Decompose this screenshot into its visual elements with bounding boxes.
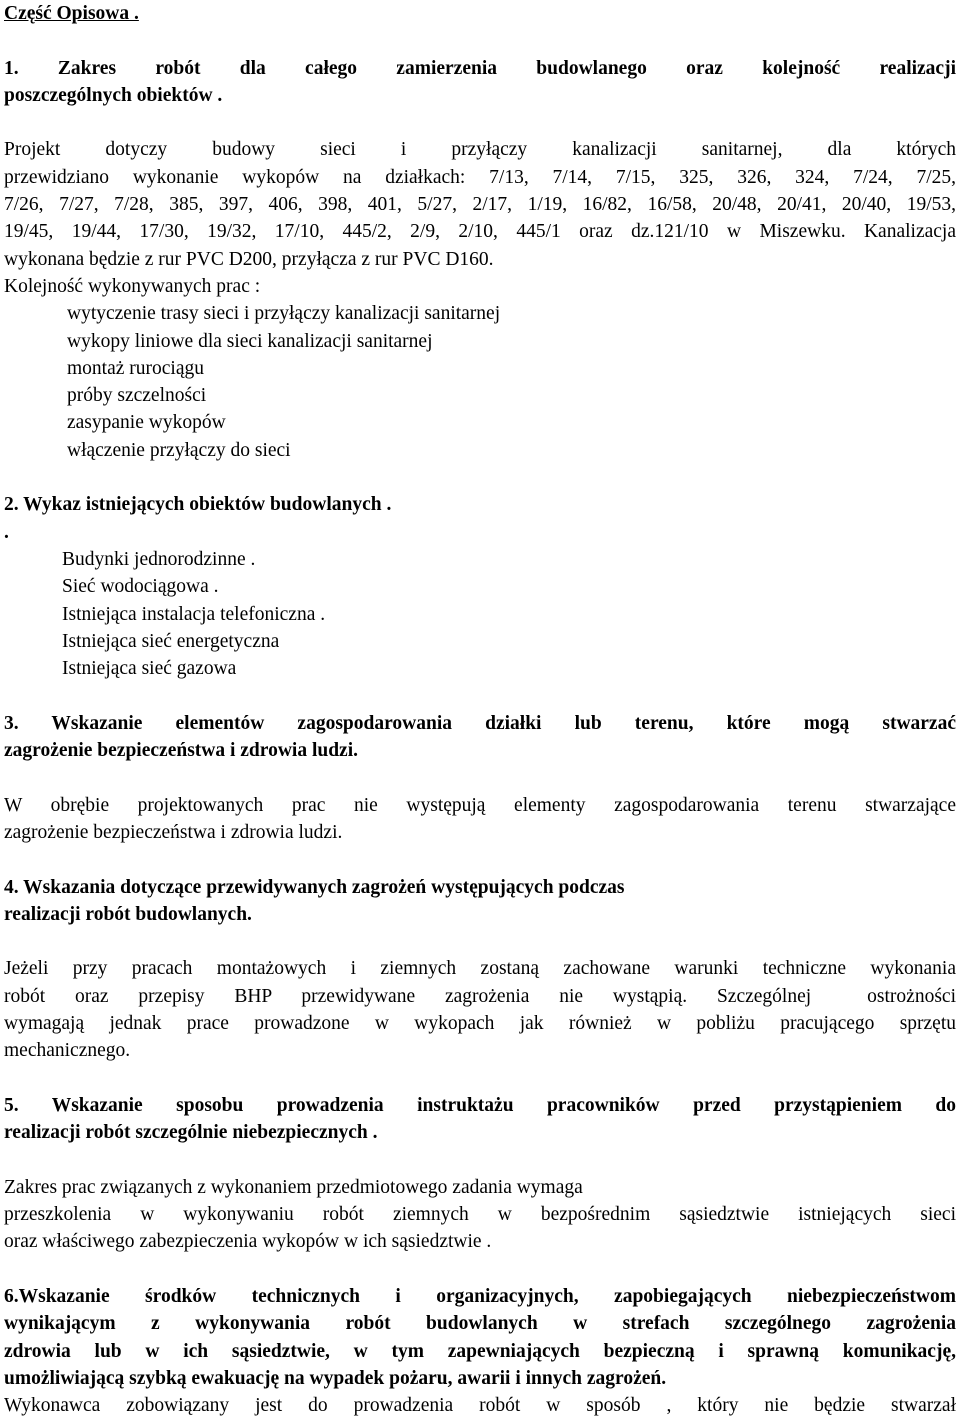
work-order-label: Kolejność wykonywanych prac : xyxy=(4,275,261,297)
existing-object-item: Istniejąca sieć energetyczna xyxy=(62,630,280,652)
section-1-para-line: wykonana będzie z rur PVC D200, przyłącza z rur PVC D160. xyxy=(4,248,494,270)
section-4-para-line: mechanicznego. xyxy=(4,1040,131,1062)
work-step-item: wytyczenie trasy sieci i przyłączy kanalizacji sanitarnej xyxy=(67,303,501,325)
work-step-item: próby szczelności xyxy=(67,385,207,407)
work-step-item: zasypanie wykopów xyxy=(67,412,226,434)
spacer xyxy=(4,109,956,136)
section-6-heading-line-3: zdrowia lub w ich sąsiedztwie, w tym zapewniających bezpieczną i sprawną komunikację, xyxy=(4,1340,956,1362)
work-step-item: włączenie przyłączy do sieci xyxy=(67,439,291,461)
spacer xyxy=(4,464,956,491)
spacer xyxy=(4,846,956,873)
section-4-heading-line-2: realizacji robót budowlanych. xyxy=(4,903,252,925)
section-6-heading-line-2: wynikającym z wykonywania robót budowlanych w strefach szczególnego zagrożenia xyxy=(4,1313,956,1335)
section-4-para-line: Jeżeli przy pracach montażowych i ziemnych zostaną zachowane warunki techniczne wykonania xyxy=(4,958,956,980)
section-1-para-line: przewidziano wykonanie wykopów na działkach: 7/13, 7/14, 7/15, 325, 326, 324, 7/24, 7/25, xyxy=(4,166,956,188)
section-4-para-text: robót oraz przepisy BHP przewidywane zagrożenia nie wystąpią. Szczególnej xyxy=(4,985,812,1007)
section-4-para-line xyxy=(4,983,956,1010)
section-5-para-line: przeszkolenia w wykonywaniu robót ziemnych w bezpośrednim sąsiedztwie istniejących sieci xyxy=(4,1204,956,1226)
section-1-para-line: 7/26, 7/27, 7/28, 385, 397, 406, 398, 401, 5/27, 2/17, 1/19, 16/82, 16/58, 20/48, 20/41, 20/40, 19/53, xyxy=(4,194,956,216)
existing-object-item: Istniejąca instalacja telefoniczna . xyxy=(62,603,326,625)
section-2-dot: . xyxy=(4,521,9,543)
section-4-para-line: wymagają jednak prace prowadzone w wykopach jak również w pobliżu pracującego sprzętu xyxy=(4,1012,956,1034)
spacer xyxy=(4,928,956,955)
section-3-heading-line-1: 3. Wskazanie elementów zagospodarowania działki lub terenu, które mogą stwarzać xyxy=(4,712,956,734)
existing-object-item: Budynki jednorodzinne . xyxy=(62,548,256,570)
section-1-para-line: 19/45, 19/44, 17/30, 19/32, 17/10, 445/2, 2/9, 2/10, 445/1 oraz dz.121/10 w Miszewku. Kanalizacja xyxy=(4,221,956,243)
document-title: Część Opisowa . xyxy=(4,3,139,24)
existing-object-item: Istniejąca sieć gazowa xyxy=(62,658,237,680)
spacer xyxy=(4,1256,956,1283)
section-5-heading-line-1: 5. Wskazanie sposobu prowadzenia instruktażu pracowników przed przystąpieniem do xyxy=(4,1094,956,1116)
section-2-heading: 2. Wykaz istniejących obiektów budowlanych . xyxy=(4,494,392,516)
existing-object-item: Sieć wodociągowa . xyxy=(62,576,219,598)
section-5-para-line: Zakres prac związanych z wykonaniem przedmiotowego zadania wymaga xyxy=(4,1176,583,1198)
section-4-heading-line-1: 4. Wskazania dotyczące przewidywanych zagrożeń występujących podczas xyxy=(4,876,625,898)
section-5-heading-line-2: realizacji robót szczególnie niebezpiecznych . xyxy=(4,1122,378,1144)
section-6-heading-line-1: 6.Wskazanie środków technicznych i organizacyjnych, zapobiegających niebezpieczeństwom xyxy=(4,1285,956,1307)
section-6-heading-line-4: umożliwiającą szybką ewakuację na wypadek pożaru, awarii i innych zagrożeń. xyxy=(4,1367,667,1389)
work-step-item: wykopy liniowe dla sieci kanalizacji sanitarnej xyxy=(67,330,433,352)
section-1-para-line: Projekt dotyczy budowy sieci i przyłączy kanalizacji sanitarnej, dla których xyxy=(4,139,956,161)
section-1-heading-line-1: 1. Zakres robót dla całego zamierzenia budowlanego oraz kolejność realizacji xyxy=(4,57,956,79)
spacer xyxy=(4,682,956,709)
spacer xyxy=(4,27,956,54)
work-step-item: montaż rurociągu xyxy=(67,357,204,379)
section-5-para-line: oraz właściwego zabezpieczenia wykopów w ich sąsiedztwie . xyxy=(4,1231,492,1253)
spacer xyxy=(4,1065,956,1092)
section-3-para-line: zagrożenie bezpieczeństwa i zdrowia ludzi. xyxy=(4,821,343,843)
section-6-para-line: Wykonawca zobowiązany jest do prowadzenia robót w sposób , który nie będzie stwarzał xyxy=(4,1395,956,1417)
document-page xyxy=(4,0,956,1419)
section-3-heading-line-2: zagrożenie bezpieczeństwa i zdrowia ludzi. xyxy=(4,740,359,762)
section-1-heading-line-2: poszczególnych obiektów . xyxy=(4,84,223,106)
spacer xyxy=(4,1146,956,1173)
section-3-para-line: W obrębie projektowanych prac nie występują elementy zagospodarowania terenu stwarzające xyxy=(4,794,956,816)
section-4-para-text: ostrożności xyxy=(867,985,956,1007)
spacer xyxy=(4,764,956,791)
